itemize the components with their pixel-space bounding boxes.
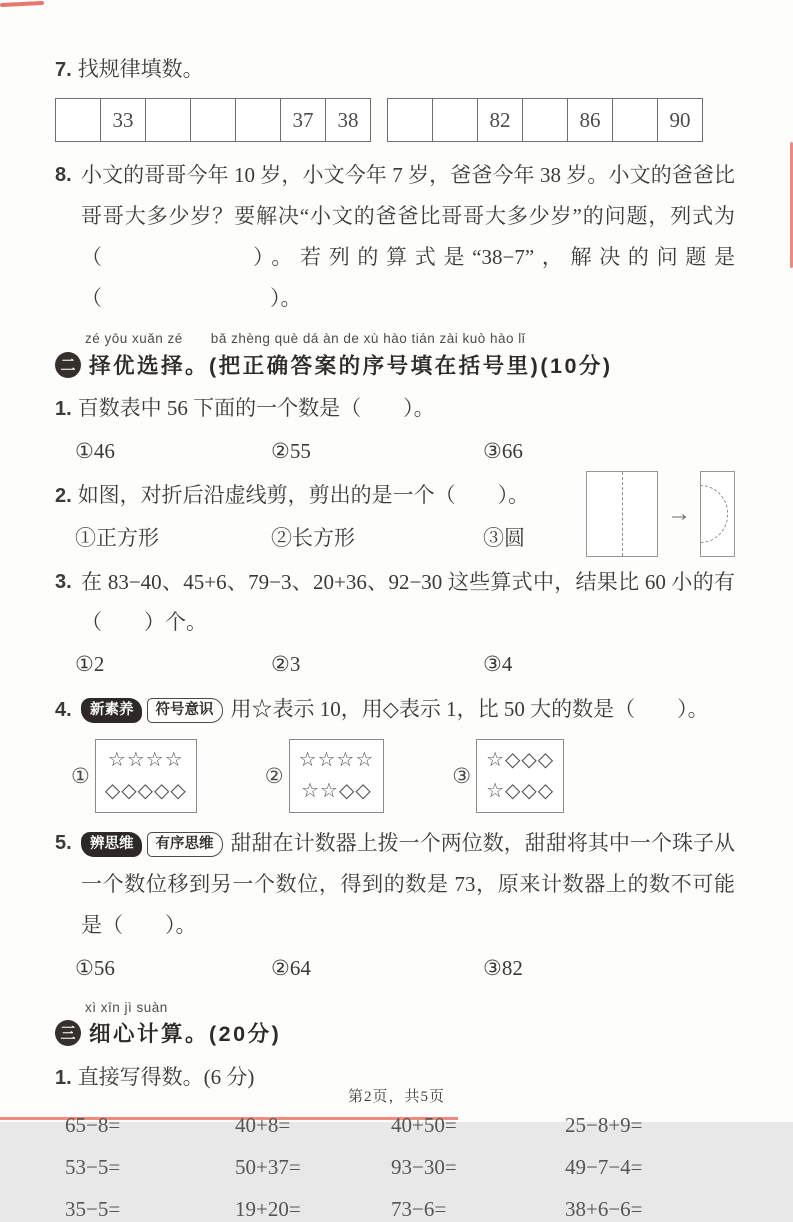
symbol-box — [289, 739, 385, 813]
symbol-box — [95, 739, 197, 813]
option-2: ②55 — [271, 439, 311, 463]
table-cell: 38 — [325, 98, 371, 142]
symbol-box-group-2 — [265, 739, 385, 813]
section-two-icon: 二 — [55, 352, 81, 378]
pinyin-line: zé yōu xuǎn zé bǎ zhèng què dá àn de xù hào tián zài kuò hào lǐ — [85, 331, 526, 346]
badge-symbol-sense: 符号意识 — [147, 698, 223, 723]
question-number: 1. — [55, 1067, 72, 1089]
question-text: 在 83−40、45+6、79−3、20+36、92−30 这些算式中，结果比 60 小的有（ ）个。 — [81, 570, 735, 634]
question-body-text: 甜甜在计数器上拨一个两位数，甜甜将其中一个珠子从一个数位移到另一个数位，得到的数是 73，原来计数器上的数不可能是（ ）。 — [81, 831, 735, 937]
question-number: 5. — [55, 832, 72, 854]
folded-paper-with-cut — [700, 471, 735, 557]
symbol-row: ☆☆◇◇ — [301, 780, 372, 802]
option-2: ②64 — [271, 956, 311, 980]
option-1: ①2 — [75, 652, 105, 676]
symbol-row: ☆☆☆☆ — [298, 749, 375, 771]
pinyin-line: xì xīn jì suàn — [85, 1000, 168, 1015]
table-cell — [612, 98, 658, 142]
question-7-title — [55, 52, 735, 87]
table-cell: 37 — [280, 98, 326, 142]
question-text: 如图，对折后沿虚线剪，剪出的是一个（ ）。 — [77, 483, 530, 507]
calc-problem: 73−6= — [391, 1197, 447, 1221]
page-number: 第2页，共5页 — [347, 1089, 445, 1105]
calc-problem: 53−5= — [65, 1155, 121, 1179]
option-3: ③4 — [483, 652, 513, 676]
fill-blank-table-1 — [55, 98, 371, 142]
option-label: ③ — [452, 763, 472, 788]
calc-problem: 40+8= — [235, 1113, 291, 1137]
badge-ordered-thinking: 有序思维 — [147, 832, 223, 857]
question-s2-4 — [55, 690, 735, 731]
option-3: ③82 — [483, 956, 523, 980]
symbol-row: ☆◇◇◇ — [486, 749, 555, 771]
option-1: ①56 — [75, 956, 115, 980]
table-cell: 90 — [657, 98, 703, 142]
table-cell — [190, 98, 236, 142]
badge-new-literacy: 新素养 — [81, 698, 142, 723]
question-8 — [55, 155, 735, 319]
dashed-semicircle-cut — [700, 485, 728, 543]
option-2: ②3 — [271, 652, 301, 676]
options-row — [55, 948, 735, 988]
options-row — [55, 644, 735, 684]
table-cell — [387, 98, 433, 142]
option-3: ③圆 — [483, 526, 525, 550]
question-s2-3 — [55, 562, 735, 642]
question-text — [81, 690, 735, 731]
calc-problem: 93−30= — [391, 1155, 457, 1179]
calc-problem: 49−7−4= — [565, 1155, 643, 1179]
calc-problem: 40+50= — [391, 1113, 457, 1137]
question-number: 8. — [55, 164, 72, 186]
question-number: 4. — [55, 699, 72, 721]
option-2: ②长方形 — [271, 526, 355, 550]
section-title: 细心计算。(20分) — [89, 1022, 282, 1046]
question-number: 7. — [55, 59, 72, 81]
table-cell — [145, 98, 191, 142]
table-cell — [432, 98, 478, 142]
option-1: ①正方形 — [75, 526, 159, 550]
symbol-row: ☆☆☆☆ — [107, 749, 184, 771]
option-label: ① — [71, 763, 90, 788]
question-text: 百数表中 56 下面的一个数是（ ）。 — [77, 396, 435, 420]
section-2-header — [55, 349, 735, 380]
option-label: ② — [264, 763, 284, 788]
paper-with-fold-line — [586, 471, 658, 557]
question-text: 找规律填数。 — [77, 57, 204, 81]
table-cell — [522, 98, 568, 142]
symbol-option-boxes — [55, 739, 735, 813]
calc-problem: 50+37= — [235, 1155, 301, 1179]
options-row — [55, 431, 735, 471]
badge-discriminative-thinking: 辨思维 — [81, 832, 142, 857]
question-s2-5 — [55, 823, 735, 946]
question-s2-2 — [55, 475, 735, 558]
question-text: 小文的哥哥今年 10 岁，小文今年 7 岁，爸爸今年 38 岁。小文的爸爸比哥哥大多少岁？要解决“小文的爸爸比哥哥大多少岁”的问题，列式为（ ）。若列的算式是“38−7”，解决的问题是（ ）。 — [81, 163, 735, 310]
section-title: 择优选择。(把正确答案的序号填在括号里)(10分) — [89, 354, 613, 378]
arrow-right-icon: → — [667, 501, 691, 527]
question-number: 2. — [55, 485, 72, 507]
folded-paper-figure — [586, 471, 735, 557]
option-3: ③66 — [483, 439, 523, 463]
fold-dashed-line — [622, 472, 623, 556]
red-pen-mark — [0, 1, 44, 7]
page-content — [55, 52, 735, 1222]
symbol-box — [476, 739, 564, 813]
question-body-text: 用☆表示 10，用◇表示 1，比 50 大的数是（ ）。 — [230, 697, 709, 721]
calc-problem: 19+20= — [235, 1197, 301, 1221]
calculation-grid — [55, 1113, 735, 1222]
option-1: ①46 — [75, 439, 115, 463]
table-cell: 82 — [477, 98, 523, 142]
calc-problem: 35−5= — [65, 1197, 121, 1221]
symbol-box-group-3 — [452, 739, 564, 813]
calc-problem: 38+6−6= — [565, 1197, 643, 1221]
section-3-header — [55, 1017, 735, 1048]
table-cell: 86 — [567, 98, 613, 142]
question-text: 直接写得数。(6 分) — [77, 1065, 255, 1089]
fill-blank-table-2 — [387, 98, 703, 142]
table-cell — [235, 98, 281, 142]
symbol-row: ☆◇◇◇ — [486, 780, 555, 802]
calc-problem: 25−8+9= — [565, 1113, 643, 1137]
table-cell: 33 — [100, 98, 146, 142]
question-number: 1. — [55, 398, 72, 420]
symbol-box-group-1 — [71, 739, 197, 813]
question-number: 3. — [55, 571, 72, 593]
question-text — [81, 823, 735, 946]
symbol-row: ◇◇◇◇◇ — [104, 780, 187, 802]
table-cell — [55, 98, 101, 142]
section-three-icon: 三 — [55, 1020, 81, 1046]
calc-problem: 65−8= — [65, 1113, 121, 1137]
fill-blank-tables — [55, 98, 735, 142]
question-s2-1 — [55, 388, 735, 429]
